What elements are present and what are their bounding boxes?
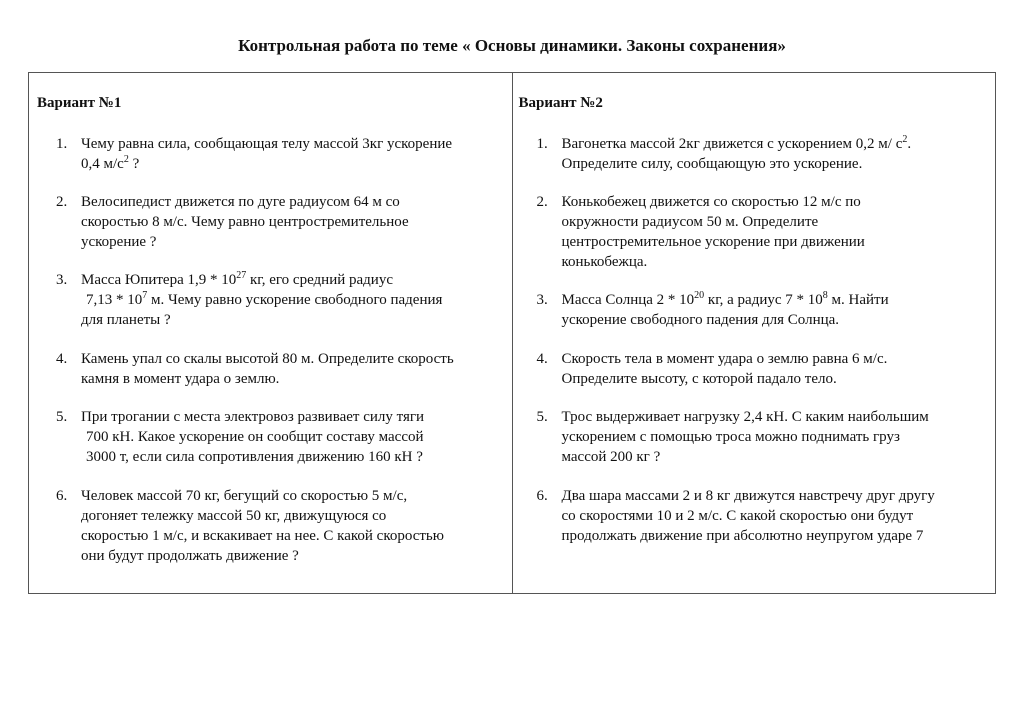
text-segment: центростремительное ускорение при движении [561,234,865,250]
text-segment: 0,4 м/с [81,156,124,172]
variant-1-task-4 [56,349,506,389]
variant-2-column [513,73,996,593]
task-text-line [537,232,987,252]
text-segment: ? [128,156,140,172]
text-segment: скоростью 1 м/с, и вскакивает на нее. С какой скоростью [81,528,444,544]
task-text-line [537,427,987,447]
task-text-line [537,134,987,154]
superscript-exponent: 8 [822,290,828,301]
variant-2-task-2 [537,192,987,272]
task-text-line [537,407,987,427]
task-text-line [537,310,987,330]
text-segment: массой 200 кг ? [561,449,661,465]
text-segment: конькобежца. [561,254,648,270]
task-number: 5. [56,409,68,425]
variant-1-task-3 [56,270,506,330]
task-number: 3. [536,292,548,308]
text-segment: камня в момент удара о землю. [81,371,280,387]
task-number: 3. [56,272,68,288]
variant-2-heading: Вариант №2 [518,95,603,111]
task-text-line [56,506,506,526]
text-segment: продолжать движение при абсолютно неупругом ударе 7 [561,528,924,544]
text-segment: догоняет тележку массой 50 кг, движущуюся со [81,508,387,524]
text-segment: Чему равна сила, сообщающая телу массой 3кг ускорение [81,136,453,152]
text-segment: Определите силу, сообщающую это ускорение. [561,156,863,172]
task-number: 4. [536,351,548,367]
task-text-line [56,447,506,467]
superscript-exponent: 7 [142,290,148,301]
task-text-line [537,526,987,546]
variants-table [28,72,996,594]
text-segment: для планеты ? [81,312,171,328]
text-segment: 700 кН. Какое ускорение он сообщит составу массой [86,429,424,445]
text-segment: Вагонетка массой 2кг движется с ускорением 0,2 м/ с [561,136,903,152]
text-segment: они будут продолжать движение ? [81,548,299,564]
superscript-exponent: 2 [123,154,129,165]
text-segment: При трогании с места электровоз развивает силу тяги [81,409,425,425]
text-segment: Велосипедист движется по дуге радиусом 64 м со [81,194,400,210]
task-text-line [537,192,987,212]
text-segment: Скорость тела в момент удара о землю равна 6 м/с. [561,351,888,367]
task-number: 1. [56,136,68,152]
task-text-line [537,486,987,506]
task-number: 2. [56,194,68,210]
text-segment: скоростью 8 м/с. Чему равно центростремительное [81,214,409,230]
superscript-exponent: 27 [236,270,247,281]
text-segment: ускорение ? [81,234,157,250]
text-segment: Определите высоту, с которой падало тело. [561,371,837,387]
task-number: 6. [56,488,68,504]
text-segment: Трос выдерживает нагрузку 2,4 кН. С каким наибольшим [561,409,929,425]
text-segment: Человек массой 70 кг, бегущий со скоростью 5 м/с, [81,488,408,504]
variant-2-task-1 [537,134,987,174]
task-text-line [537,506,987,526]
task-number: 2. [536,194,548,210]
task-text-line [537,369,987,389]
text-segment: . [907,136,912,152]
task-text-line [56,546,506,566]
task-text-line [56,192,506,212]
variant-2-task-4 [537,349,987,389]
task-text-line [56,349,506,369]
task-text-line [537,290,987,310]
task-text-line [537,154,987,174]
text-segment: кг, а радиус 7 * 10 [704,292,823,308]
superscript-exponent: 2 [902,134,908,145]
variant-2-task-3 [537,290,987,330]
task-number: 4. [56,351,68,367]
task-number: 5. [536,409,548,425]
text-segment: 7,13 * 10 [86,292,143,308]
text-segment: со скоростями 10 и 2 м/с. С какой скоростью они будут [561,508,914,524]
text-segment: кг, его средний радиус [246,272,393,288]
text-segment: окружности радиусом 50 м. Определите [561,214,819,230]
task-text-line [56,134,506,154]
text-segment: Камень упал со скалы высотой 80 м. Определите скорость [81,351,454,367]
text-segment: Два шара массами 2 и 8 кг движутся навстречу друг другу [561,488,935,504]
variant-1-task-2 [56,192,506,252]
variant-1-task-5 [56,407,506,467]
variant-1-heading: Вариант №1 [37,95,122,111]
text-segment: Конькобежец движется со скоростью 12 м/с по [561,194,861,210]
variant-2-task-5 [537,407,987,467]
task-text-line [537,349,987,369]
text-segment: Масса Солнца 2 * 10 [561,292,695,308]
text-segment: ускорение свободного падения для Солнца. [561,312,840,328]
variant-1-task-1 [56,134,506,174]
task-text-line [56,526,506,546]
task-number: 6. [536,488,548,504]
task-text-line [537,212,987,232]
task-text-line [56,486,506,506]
text-segment: м. Найти [827,292,889,308]
text-segment: 3000 т, если сила сопротивления движению 160 кН ? [86,449,423,465]
text-segment: м. Чему равно ускорение свободного падения [147,292,443,308]
task-text-line [537,252,987,272]
text-segment: ускорением с помощью троса можно поднимать груз [561,429,900,445]
task-text-line [56,369,506,389]
task-text-line [537,447,987,467]
task-number: 1. [536,136,548,152]
task-text-line [56,212,506,232]
task-text-line [56,427,506,447]
task-text-line [56,407,506,427]
task-text-line [56,310,506,330]
task-text-line [56,154,506,174]
variant-1-task-6 [56,486,506,566]
task-text-line [56,232,506,252]
variant-1-column [29,73,513,593]
superscript-exponent: 20 [694,290,705,301]
page-title: Контрольная работа по теме « Основы динамики. Законы сохранения» [238,36,786,55]
variant-2-task-6 [537,486,987,546]
task-text-line [56,290,506,310]
task-text-line [56,270,506,290]
text-segment: Масса Юпитера 1,9 * 10 [81,272,237,288]
